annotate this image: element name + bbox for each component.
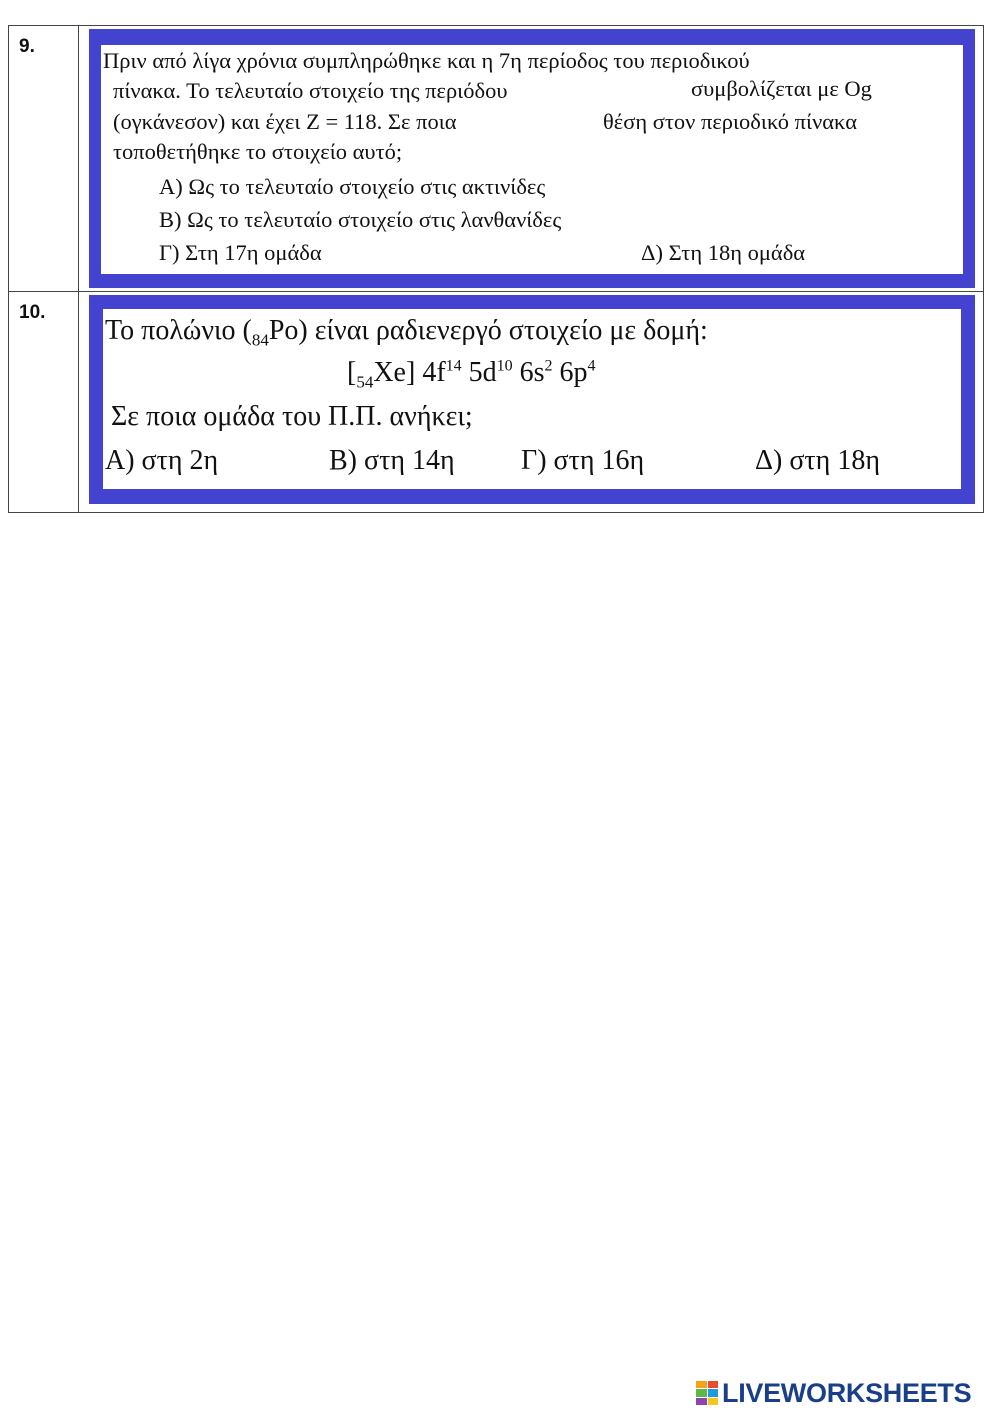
question-number: 9. <box>9 26 79 292</box>
question-text-line: Πριν από λίγα χρόνια συμπληρώθηκε και η 7η περίοδος του περιοδικού <box>103 48 750 73</box>
question-row-9 <box>9 26 984 292</box>
electron-configuration: $[_{54}Xe]$ $4f^{14}$ $5d^{10}$ $6s^2$ $6p^4$ <box>347 357 596 392</box>
question-image <box>101 45 963 274</box>
question-text-line: πίνακα. Το τελευταίο στοιχείο της περιόδου <box>113 78 508 103</box>
answer-option-d: Δ) στη 18η <box>755 445 880 476</box>
questions-table <box>8 25 984 513</box>
question-cell <box>79 292 984 513</box>
question-number: 10. <box>9 292 79 513</box>
logo-icon <box>696 1381 718 1405</box>
question-image-frame <box>89 295 975 504</box>
question-text-line: θέση στον περιοδικό πίνακα <box>603 109 857 134</box>
answer-option-b: Β) Ως το τελευταίο στοιχείο στις λανθανίδες <box>159 207 562 232</box>
answer-option-d: Δ) Στη 18η ομάδα <box>641 240 806 265</box>
question-row-10 <box>9 292 984 513</box>
question-text-line: (ογκάνεσον) και έχει Z = 118. Σε ποια <box>113 109 457 134</box>
answer-option-a: Α) Ως το τελευταίο στοιχείο στις ακτινίδες <box>159 174 546 199</box>
answer-option-c: Γ) στη 16η <box>521 445 645 476</box>
question-text-line: συμβολίζεται με Og <box>691 76 872 101</box>
question-cell <box>79 26 984 292</box>
liveworksheets-logo <box>696 1378 971 1408</box>
question-text: Σε ποια ομάδα του Π.Π. ανήκει; <box>111 401 473 432</box>
question-intro: Το πολώνιο $(_{84}Po)$ είναι ραδιενεργό στοιχείο με δομή: <box>105 315 708 350</box>
logo-text: LIVEWORKSHEETS <box>722 1377 972 1408</box>
answer-option-a: Α) στη 2η <box>105 445 219 476</box>
answer-option-c: Γ) Στη 17η ομάδα <box>159 240 322 265</box>
question-image <box>103 309 961 489</box>
answer-option-b: Β) στη 14η <box>329 445 455 476</box>
question-text-line: τοποθετήθηκε το στοιχείο αυτό; <box>113 139 403 164</box>
atomic-number: 84 <box>251 330 269 350</box>
question-image-frame <box>89 29 975 288</box>
